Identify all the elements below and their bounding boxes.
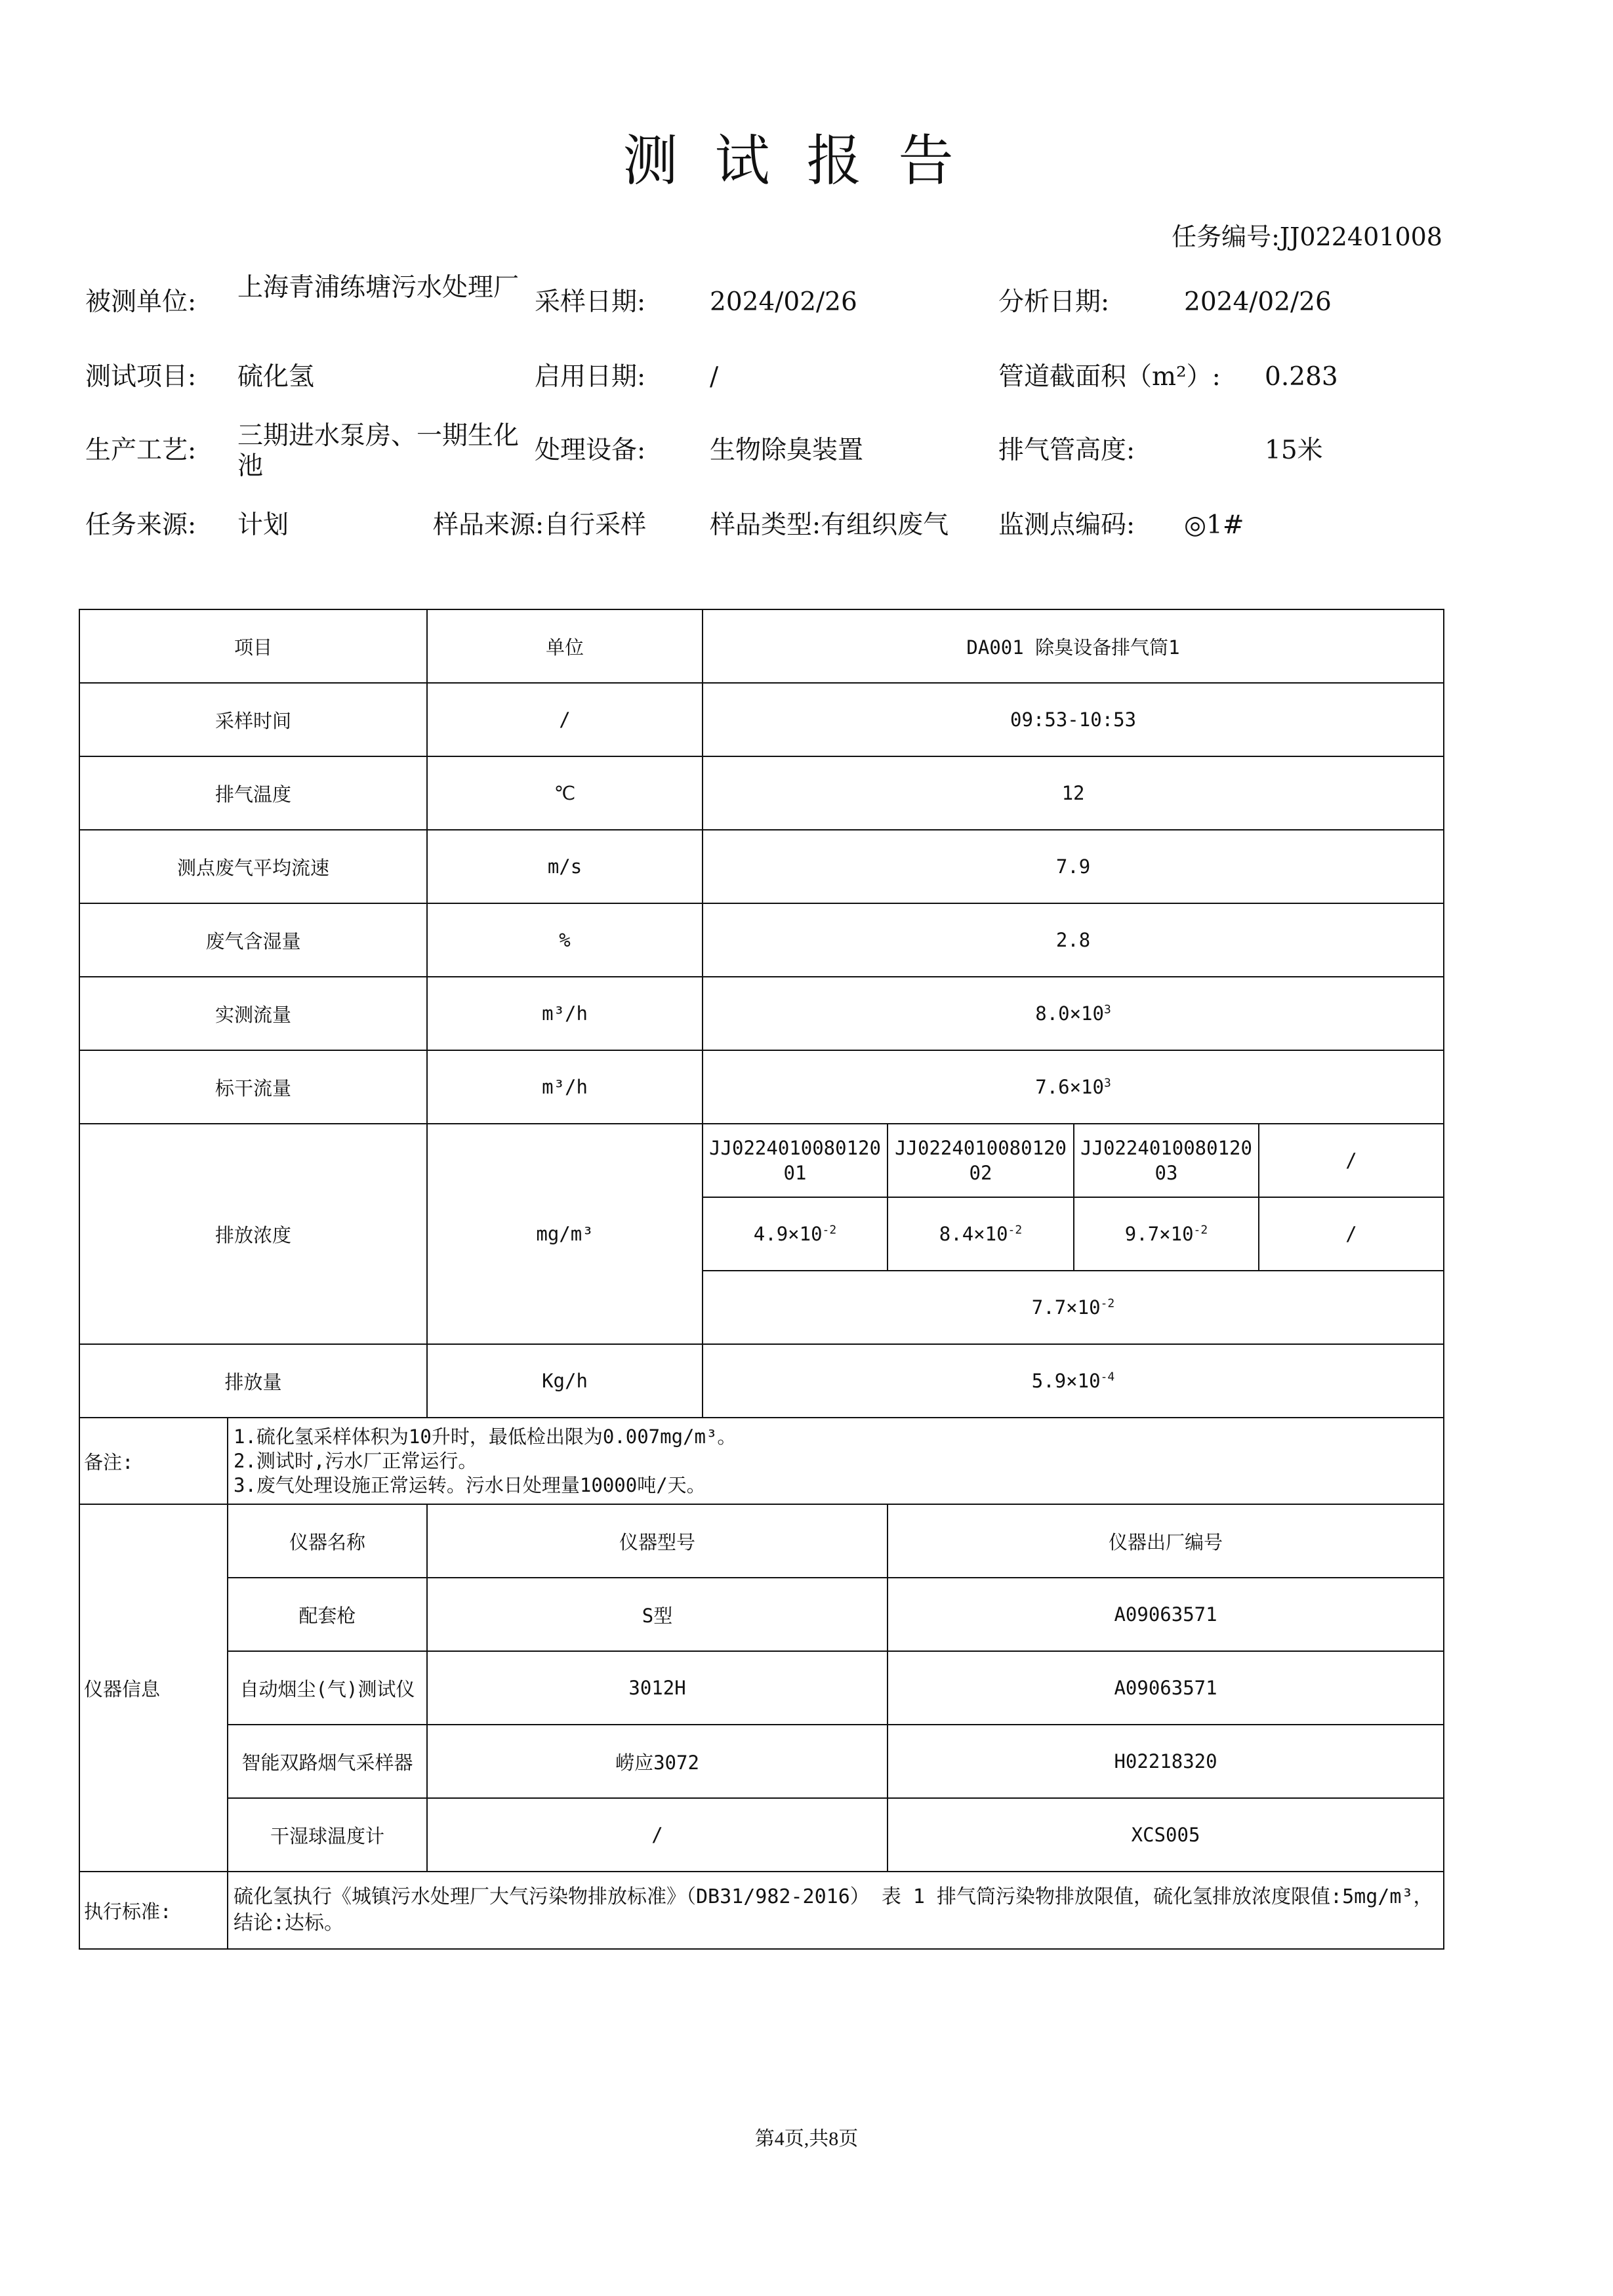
instrument-name: 智能双路烟气采样器 — [228, 1725, 427, 1798]
page-number: 第4页,共8页 — [754, 2128, 859, 2150]
instrument-header-name: 仪器名称 — [228, 1504, 427, 1578]
row-value: 12 — [703, 756, 1444, 830]
instrument-header-row — [79, 1504, 1444, 1578]
remarks-content — [228, 1418, 1444, 1504]
row-value: 2.8 — [703, 903, 1444, 977]
monitor-code-value: ◎1# — [1184, 510, 1244, 540]
sample-type: 样品类型:有组织废气 — [710, 510, 949, 540]
stack-height-value: 15米 — [1265, 436, 1323, 465]
sample-id: JJ022401008012001 — [703, 1124, 888, 1197]
instrument-serial: A09063571 — [888, 1651, 1444, 1725]
instrument-header-model: 仪器型号 — [427, 1504, 888, 1578]
task-source-label: 任务来源: — [85, 510, 197, 540]
concentration-average: $7.7\times 10^{-2}$ — [703, 1271, 1444, 1344]
row-value: $8.0\times 10^3$ — [703, 977, 1444, 1050]
row-value: 09:53-10:53 — [703, 683, 1444, 756]
concentration-item: 排放浓度 — [79, 1124, 427, 1344]
standard-text: 硫化氢执行《城镇污水处理厂大气污染物排放标准》（DB31/982-2016） 表 1 排气筒污染物排放限值，硫化氢排放浓度限值:5mg/m³，结论:达标。 — [228, 1872, 1444, 1949]
instrument-row — [79, 1725, 1444, 1798]
pipe-area-value: 0.283 — [1265, 362, 1338, 392]
row-value: 7.9 — [703, 830, 1444, 903]
row-item: 实测流量 — [79, 977, 427, 1050]
results-table — [79, 609, 1444, 1950]
analysis-date-label: 分析日期: — [998, 287, 1110, 317]
standard-row — [79, 1872, 1444, 1949]
instrument-serial: H02218320 — [888, 1725, 1444, 1798]
row-unit: / — [427, 683, 703, 756]
instrument-header-serial: 仪器出厂编号 — [888, 1504, 1444, 1578]
remarks-row — [79, 1418, 1444, 1504]
emission-row — [79, 1344, 1444, 1418]
row-unit: m/s — [427, 830, 703, 903]
row-item: 废气含湿量 — [79, 903, 427, 977]
table-header-row — [79, 609, 1444, 683]
col-item-header: 项目 — [79, 609, 427, 683]
start-date-label: 启用日期: — [535, 362, 646, 392]
sample-id: JJ022401008012003 — [1074, 1124, 1259, 1197]
row-item: 测点废气平均流速 — [79, 830, 427, 903]
equipment-value: 生物除臭装置 — [710, 436, 864, 465]
tested-unit-label: 被测单位: — [85, 287, 197, 317]
row-item: 排气温度 — [79, 756, 427, 830]
concentration-ids-row — [79, 1124, 1444, 1197]
instrument-label: 仪器信息 — [79, 1504, 228, 1872]
standard-label: 执行标准: — [79, 1872, 228, 1949]
stack-height-label: 排气管高度: — [998, 436, 1135, 465]
col-unit-header: 单位 — [427, 609, 703, 683]
analysis-date-value: 2024/02/26 — [1184, 287, 1332, 317]
table-row — [79, 903, 1444, 977]
concentration-value: / — [1259, 1197, 1444, 1271]
remark-line: 2.测试时,污水厂正常运行。 — [234, 1449, 478, 1472]
remark-line: 1.硫化氢采样体积为10升时，最低检出限为0.007mg/m³。 — [234, 1425, 737, 1448]
emission-item: 排放量 — [79, 1344, 427, 1418]
row-unit: m³/h — [427, 977, 703, 1050]
col-point-header: DA001 除臭设备排气筒1 — [703, 609, 1444, 683]
sample-id: JJ022401008012002 — [888, 1124, 1074, 1197]
test-item-label: 测试项目: — [85, 362, 197, 392]
table-row — [79, 1050, 1444, 1124]
concentration-value: $8.4\times 10^{-2}$ — [888, 1197, 1074, 1271]
row-item: 采样时间 — [79, 683, 427, 756]
instrument-model: S型 — [427, 1578, 888, 1651]
task-source-value: 计划 — [237, 510, 289, 540]
instrument-name: 配套枪 — [228, 1578, 427, 1651]
sampling-date-value: 2024/02/26 — [710, 287, 857, 317]
start-date-value: / — [710, 362, 719, 392]
instrument-name: 自动烟尘(气)测试仪 — [228, 1651, 427, 1725]
process-label: 生产工艺: — [85, 436, 197, 465]
sample-id: / — [1259, 1124, 1444, 1197]
instrument-model: / — [427, 1798, 888, 1872]
pipe-area-label: 管道截面积（m²）: — [998, 362, 1221, 392]
equipment-label: 处理设备: — [535, 436, 646, 465]
instrument-serial: XCS005 — [888, 1798, 1444, 1872]
row-unit: m³/h — [427, 1050, 703, 1124]
table-row — [79, 756, 1444, 830]
sample-source: 样品来源:自行采样 — [433, 510, 647, 540]
task-number: 任务编号:JJ022401008 — [1172, 222, 1442, 251]
instrument-row — [79, 1578, 1444, 1651]
instrument-name: 干湿球温度计 — [228, 1798, 427, 1872]
row-unit: ℃ — [427, 756, 703, 830]
instrument-model: 3012H — [427, 1651, 888, 1725]
process-value: 三期进水泵房、一期生化池 — [237, 421, 520, 481]
table-row — [79, 830, 1444, 903]
sampling-date-label: 采样日期: — [535, 287, 646, 317]
test-item-value: 硫化氢 — [237, 362, 315, 392]
emission-unit: Kg/h — [427, 1344, 703, 1418]
page-title: 测试报告 — [623, 129, 990, 193]
instrument-row — [79, 1798, 1444, 1872]
table-row — [79, 977, 1444, 1050]
concentration-value: $4.9\times 10^{-2}$ — [703, 1197, 888, 1271]
remarks-label: 备注: — [79, 1418, 228, 1504]
table-row — [79, 683, 1444, 756]
concentration-value: $9.7\times 10^{-2}$ — [1074, 1197, 1259, 1271]
concentration-unit: mg/m³ — [427, 1124, 703, 1344]
emission-value: $5.9\times 10^{-4}$ — [703, 1344, 1444, 1418]
tested-unit-value: 上海青浦练塘污水处理厂 — [237, 273, 520, 302]
row-item: 标干流量 — [79, 1050, 427, 1124]
instrument-row — [79, 1651, 1444, 1725]
remark-line: 3.废气处理设施正常运转。污水日处理量10000吨/天。 — [234, 1473, 706, 1496]
instrument-model: 崂应3072 — [427, 1725, 888, 1798]
monitor-code-label: 监测点编码: — [998, 510, 1135, 540]
instrument-serial: A09063571 — [888, 1578, 1444, 1651]
row-unit: % — [427, 903, 703, 977]
row-value: $7.6\times 10^3$ — [703, 1050, 1444, 1124]
